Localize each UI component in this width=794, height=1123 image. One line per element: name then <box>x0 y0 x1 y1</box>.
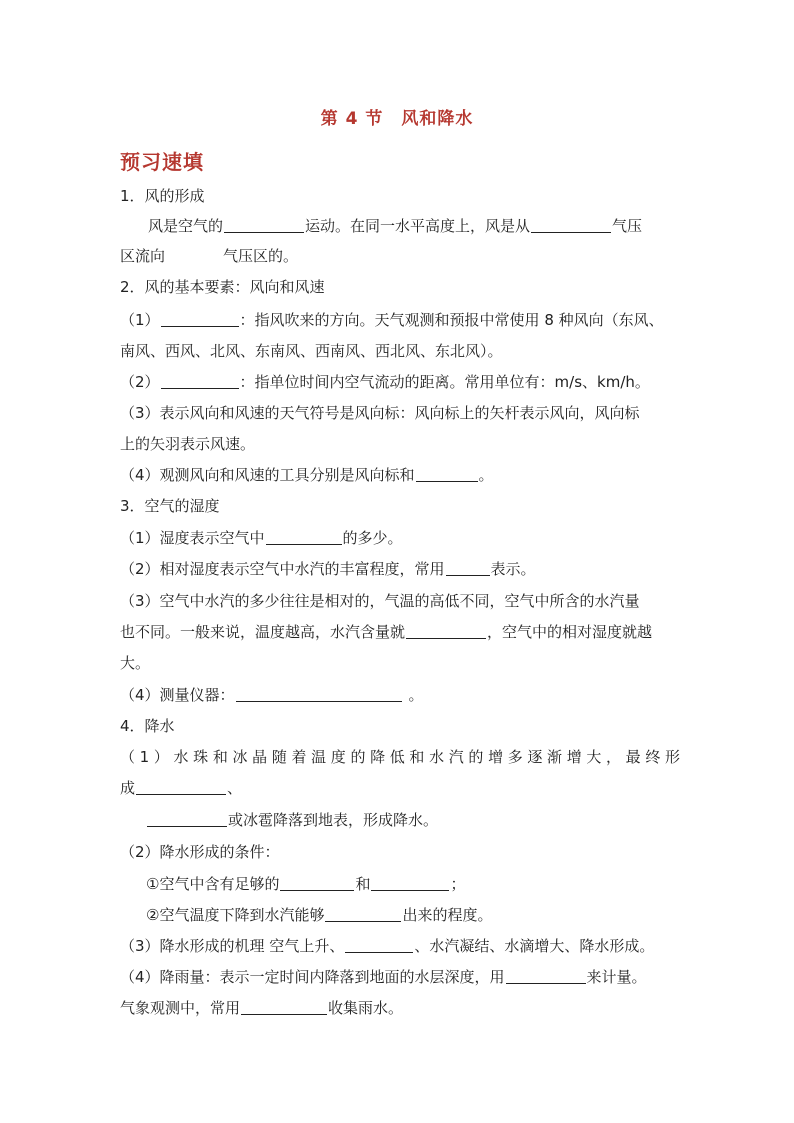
q3-heading: 3．空气的湿度 <box>120 497 220 515</box>
blank-field[interactable] <box>531 214 611 233</box>
q2-p3: （3）表示风向和风速的天气符号是风向标：风向标上的矢杆表示风向，风向标 <box>120 404 640 422</box>
blank-field[interactable] <box>416 463 478 482</box>
q3-p2: （2）相对湿度表示空气中水汽的丰富程度，常用 表示。 <box>120 555 680 583</box>
blank-field[interactable] <box>506 965 586 984</box>
q4-heading: 4．降水 <box>120 717 175 735</box>
blank-field[interactable] <box>241 996 327 1015</box>
blank-field[interactable] <box>161 370 239 389</box>
page-title: 第 4 节 风和降水 <box>320 109 474 129</box>
q2-p1-cont: 南风、西风、北风、东南风、西南风、西北风、东北风）。 <box>120 342 503 360</box>
blank-field[interactable] <box>236 683 402 702</box>
blank-field[interactable] <box>446 557 490 576</box>
q2-p3-cont: 上的矢羽表示风速。 <box>120 435 256 453</box>
blank-field[interactable] <box>136 776 226 795</box>
q4-p1-cont: 成 、 <box>120 774 680 802</box>
blank-field[interactable] <box>280 872 354 891</box>
q2-heading: 2．风的基本要素：风向和风速 <box>120 278 325 296</box>
q4-condition-2: ②空气温度下降到水汽能够 出来的程度。 <box>146 901 706 929</box>
blank-field[interactable] <box>371 872 449 891</box>
q4-p3: （3）降水形成的机理 空气上升、 、水汽凝结、水滴增大、降水形成。 <box>120 932 680 960</box>
q3-p3: （3）空气中水汽的多少往往是相对的，气温的高低不同，空气中所含的水汽量 <box>120 592 640 610</box>
blank-field[interactable] <box>406 620 486 639</box>
q3-p1: （1）湿度表示空气中 的多少。 <box>120 524 680 552</box>
q4-p1: （1）水珠和冰晶随着温度的降低和水汽的增多逐渐增大，最终形 <box>120 748 680 766</box>
q3-p3-end: 大。 <box>120 654 151 672</box>
q2-p4: （4）观测风向和风速的工具分别是风向标和 。 <box>120 461 680 489</box>
q3-p4: （4）测量仪器： 。 <box>120 681 680 709</box>
blank-field[interactable] <box>266 526 342 545</box>
q4-p1-end: 或冰雹降落到地表，形成降水。 <box>146 806 706 834</box>
q4-p2: （2）降水形成的条件： <box>120 843 280 861</box>
blank-field[interactable] <box>161 308 239 327</box>
q2-p2: （2） ：指单位时间内空气流动的距离。常用单位有：m/s、km/h。 <box>120 368 680 396</box>
section-heading: 预习速填 <box>120 150 204 174</box>
q1-line1: 风是空气的 运动。在同一水平高度上，风是从 气压 <box>148 212 708 240</box>
blank-field[interactable] <box>325 903 401 922</box>
q4-condition-1: ①空气中含有足够的 和 ； <box>146 870 706 898</box>
blank-field[interactable] <box>147 808 227 827</box>
q3-p3-cont: 也不同。一般来说，温度越高，水汽含量就 ，空气中的相对湿度就越 <box>120 618 680 646</box>
blank-field[interactable] <box>224 214 304 233</box>
q1-line2: 区流向 气压区的。 <box>120 247 299 265</box>
q4-p4-cont: 气象观测中，常用 收集雨水。 <box>120 994 680 1022</box>
q1-heading: 1．风的形成 <box>120 187 205 205</box>
blank-field[interactable] <box>345 934 413 953</box>
q4-p4: （4）降雨量：表示一定时间内降落到地面的水层深度，用 来计量。 <box>120 963 680 991</box>
q2-p1: （1） ：指风吹来的方向。天气观测和预报中常使用 8 种风向（东风、 <box>120 306 680 334</box>
